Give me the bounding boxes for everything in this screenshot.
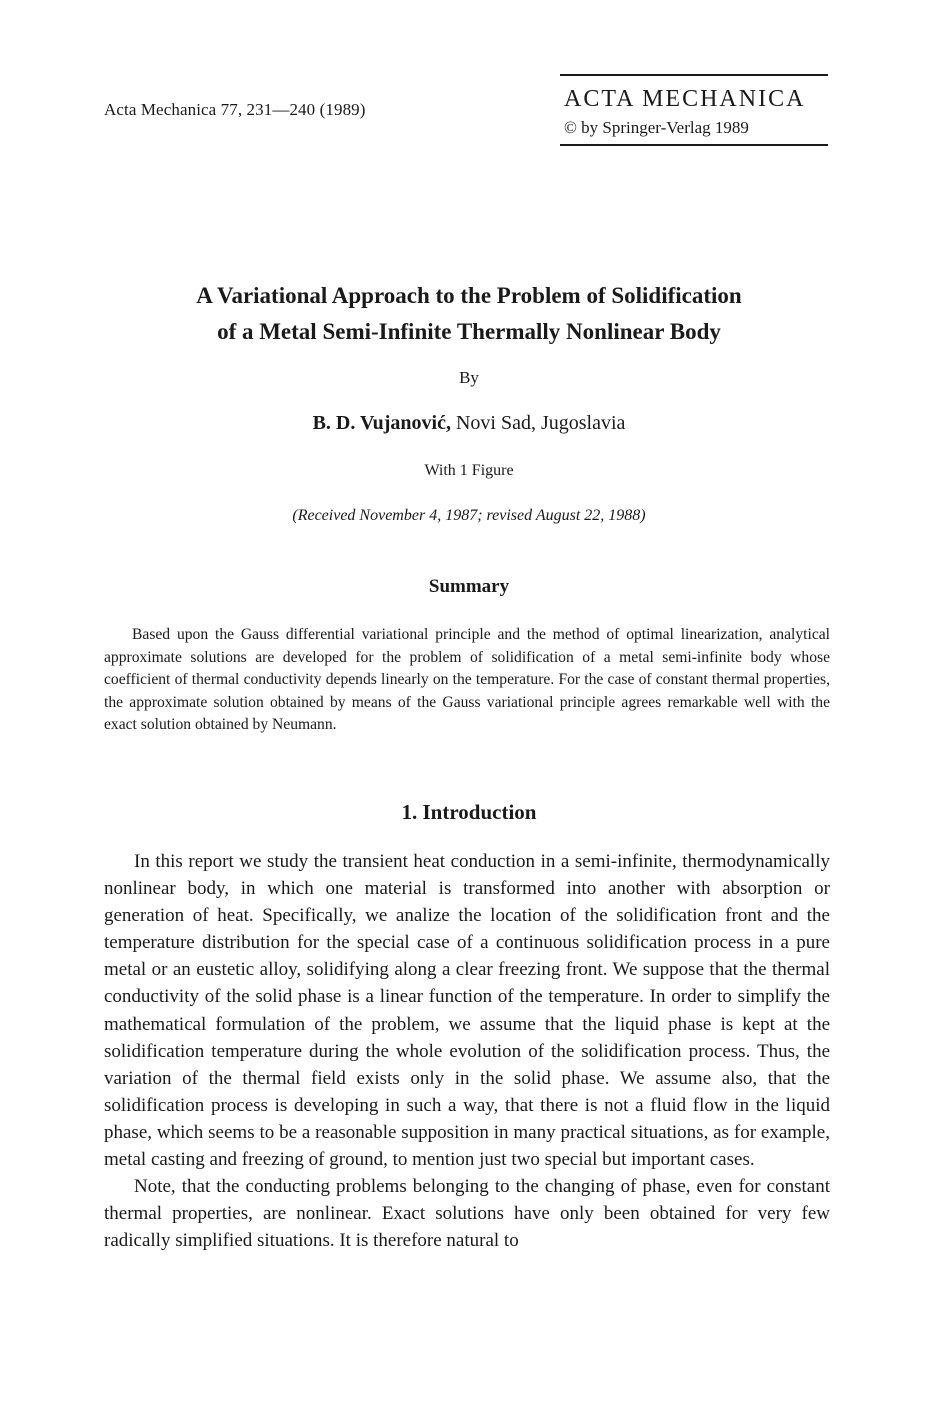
article-title-line-1: A Variational Approach to the Problem of Solidification [196, 283, 742, 308]
summary-text: Based upon the Gauss differential variational principle and the method of optimal linearization, analytical approximate solutions are developed for the problem of solidification of a metal semi-infinite body whose coefficient of thermal conductivity depends linearly on the temperature. For the case of constant thermal properties, the approximate solution obtained by means of the Gauss variational principle agrees remarkable well with the exact solution obtained by Neumann. [104, 626, 830, 734]
journal-citation: Acta Mechanica 77, 231—240 (1989) [104, 100, 366, 119]
summary-heading: Summary [428, 576, 510, 597]
byline-by: By [459, 368, 479, 387]
article-title [0, 278, 938, 350]
received-dates: (Received November 4, 1987; revised August 22, 1988) [292, 507, 646, 524]
journal-name: ACTA MECHANICA [564, 86, 806, 112]
article-title-line-2: of a Metal Semi-Infinite Thermally Nonlinear Body [217, 319, 721, 344]
introduction-body [104, 848, 830, 1254]
author-line [0, 412, 938, 435]
publisher-copyright: © by Springer-Verlag 1989 [564, 118, 749, 137]
author-name: B. D. Vujanović, [312, 412, 451, 434]
journal-masthead [560, 74, 828, 146]
figure-count: With 1 Figure [424, 462, 514, 479]
paragraph: Note, that the conducting problems belonging to the changing of phase, even for constant thermal properties, are nonlinear. Exact solutions have only been obtained for very few radically simplified situations. It is therefore natural to [104, 1176, 830, 1252]
author-location: Novi Sad, Jugoslavia [455, 412, 626, 434]
section-heading-introduction: 1. Introduction [401, 800, 537, 824]
paragraph: In this report we study the transient heat conduction in a semi-infinite, thermodynamically nonlinear body, in which one material is transformed into another with absorption or generation of heat. Specifically, we analize the location of the solidification front and the temperature distribution for the special case of a continuous solidification process in a pure metal or an eustetic alloy, solidifying along a clear freezing front. We suppose that the thermal conductivity of the solid phase is a linear function of the temperature. In order to simplify the mathematical formulation of the problem, we assume that the liquid phase is kept at the solidification temperature during the whole evolution of the solidification process. Thus, the variation of the thermal field exists only in the solid phase. We assume also, that the solidification process is developing in such a way, that there is not a fluid flow in the liquid phase, which seems to be a reasonable supposition in many practical situations, as for example, metal casting and freezing of ground, to mention just two special but important cases. [104, 851, 830, 1171]
